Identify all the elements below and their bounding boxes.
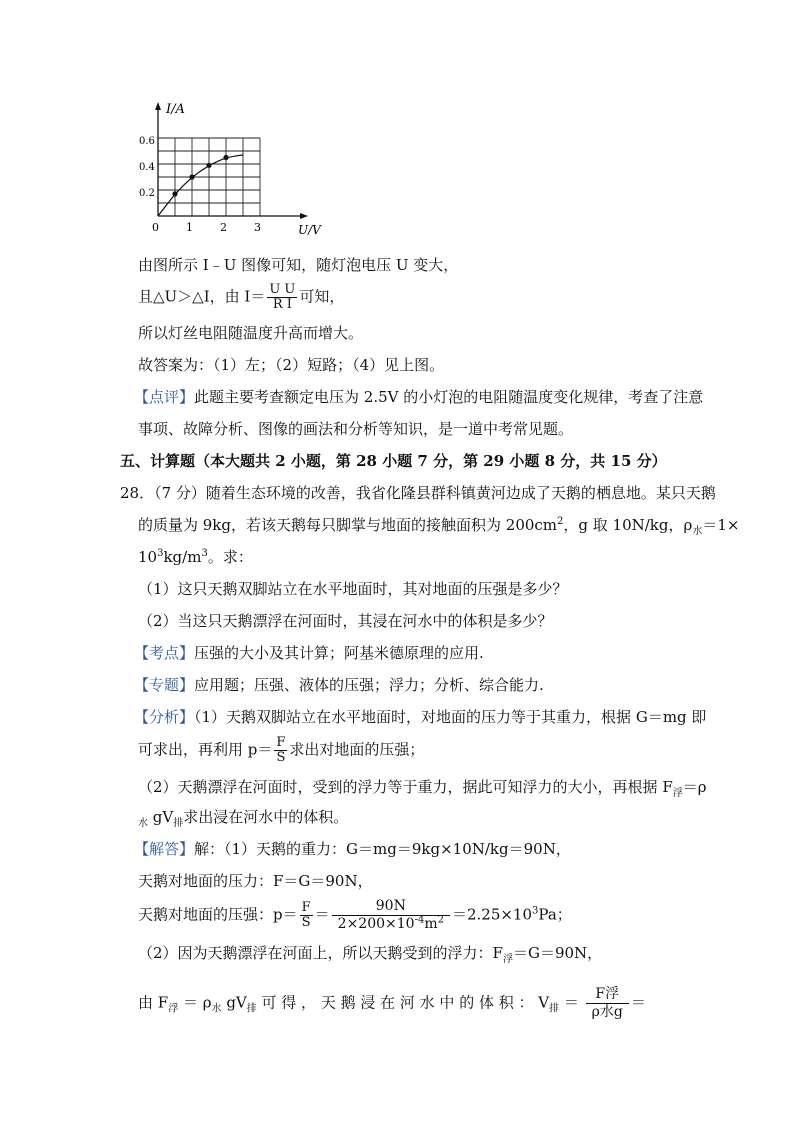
text-fragment: 求出浸在河水中的体积。 [183,808,349,826]
data-point [206,163,211,168]
subscript: 排 [246,1003,257,1015]
text-fragment: kg/m [163,548,202,566]
jieda-tag: 【解答】 [134,840,195,858]
fenxi-line [138,736,424,765]
text-fragment: 求出对地面的压强； [289,740,425,759]
fenxi-line [138,806,348,828]
text-fragment: 10 [138,548,158,566]
text-fragment: （1）天鹅双脚站立在水平地面时，对地面的压力等于其重力，根据 G＝mg 即 [194,708,707,726]
data-point [172,191,177,196]
section-heading: 五、计算题（本大题共 2 小题，第 28 小题 7 分，第 29 小题 8 分，共 15 分） [120,452,667,470]
fraction-denominator: S [301,915,311,930]
text-line: 事项、故障分析、图像的画法和分析等知识，是一道中考常见题。 [138,420,574,438]
text-fragment: 可求出，再利用 p＝ [138,740,273,759]
text-fragment: 此题主要考查额定电压为 2.5V 的小灯泡的电阻随温度变化规律，考查了注意 [194,388,704,406]
question-text [138,546,253,568]
text-fragment: （2）因为天鹅漂浮在河面上，所以天鹅受到的浮力：F [138,944,503,962]
text-fragment: 且△U＞△I，由 I＝ [138,287,266,306]
jieda-line [138,942,602,964]
jieda-line [134,838,571,860]
text-fragment: gV [148,808,174,826]
subscript: 浮 [502,954,513,965]
x-axis-arrow [300,213,308,219]
text-fragment: ＝ρ [682,778,707,796]
sub-question: （1）这只天鹅双脚站立在水平地面时，其对地面的压强是多少？ [138,580,568,598]
zhuanti-tag: 【专题】 [134,676,195,694]
text-fragment: ＝ ρ [178,993,212,1012]
comment-tag: 【点评】 [134,388,195,406]
fraction-numerator: U U [269,282,296,297]
iu-graph [138,96,321,237]
text-fragment: ＝ [314,905,330,924]
subscript: 浮 [168,1003,179,1015]
fenxi-line [134,706,706,728]
fraction-pressure [332,898,450,933]
fraction-buoyancy [586,986,629,1021]
text-fragment: 压强的大小及其计算；阿基米德原理的应用. [194,644,484,662]
text-fragment: 2×200×10 [337,916,415,932]
text-line: 所以灯丝电阻随温度升高而增大。 [138,324,364,342]
data-point [189,174,194,179]
graph-grid [158,138,260,216]
superscript: 2 [437,914,444,926]
subscript: 排 [173,818,184,829]
text-fragment: 解：（1）天鹅的重力：G＝mg＝9kg×10N/kg＝90N， [194,840,571,858]
data-point [223,155,228,160]
y-tick-label: 0.2 [139,188,155,199]
text-fragment: ＝ [630,993,646,1012]
x-tick-label: 1 [186,221,193,234]
fraction-denominator: R I [272,297,292,312]
superscript: 3 [157,548,164,559]
text-fragment: 可 得 ， 天 鹅 浸 在 河 水 中 的 体 积 ： V [256,993,550,1012]
jieda-line [138,986,646,1021]
y-tick-label: 0.4 [139,162,155,173]
text-fragment: 应用题；压强、液体的压强；浮力；分析、综合能力. [194,676,544,694]
subscript: 水 [211,1003,222,1015]
superscript: 3 [532,905,539,917]
text-fragment: ，g 取 10N/kg，ρ [563,516,693,534]
comment-line [134,386,703,408]
fenxi-tag: 【分析】 [134,708,195,726]
y-axis-label: I/A [166,102,185,117]
fraction-denominator: ρ水g [591,1004,623,1020]
x-tick-label: 3 [254,221,261,234]
text-fragment: 天鹅对地面的压强：p＝ [138,905,298,924]
fenxi-line [138,776,707,798]
text-fragment: 可知， [299,287,345,306]
text-fragment: （2）天鹅漂浮在河面时，受到的浮力等于重力，据此可知浮力的大小，再根据 F [138,778,673,796]
zhuanti-line [134,674,544,696]
fraction-numerator: F浮 [586,986,629,1004]
x-tick-label: 2 [220,221,227,234]
superscript: -4 [414,914,425,926]
text-line: 故答案为：（1）左；（2）短路；（4）见上图。 [138,356,445,374]
fraction-f-over-s [300,901,313,930]
fraction-numerator: F [276,735,286,750]
fraction-numerator: 90N [332,898,450,916]
superscript: 3 [201,548,208,559]
text-line: 由图所示 I﹣U 图像可知，随灯泡电压 U 变大， [138,256,459,274]
text-fragment: 由 F [138,993,169,1012]
origin-label: 0 [152,221,159,234]
subscript: 水 [692,526,703,537]
text-fragment: 的质量为 9kg，若该天鹅每只脚掌与地面的接触面积为 200cm [138,516,558,534]
fraction-denominator: S [276,750,286,765]
subscript: 排 [549,1003,560,1015]
text-fragment: ＝G＝90N， [512,944,603,962]
sub-question: （2）当这只天鹅漂浮在河面时，其浸在河水中的体积是多少？ [138,612,553,630]
text-line [138,283,344,312]
kaodian-tag: 【考点】 [134,644,195,662]
text-fragment: 。求： [207,548,253,566]
superscript: 2 [557,516,564,527]
text-fragment: ＝2.25×10 [451,905,533,924]
fraction-f-over-s [274,736,287,765]
subscript: 浮 [672,788,683,799]
y-tick-label: 0.6 [139,136,155,147]
kaodian-line [134,642,484,664]
text-fragment: gV [221,993,247,1012]
subscript: 水 [138,818,148,829]
fraction-denominator [332,916,450,933]
fraction-u-over-r [267,283,297,312]
text-fragment: ＝1× [702,516,740,534]
text-fragment: Pa； [538,905,572,924]
question-text [138,514,739,536]
jieda-line: 天鹅对地面的压力：F＝G＝90N， [138,872,373,890]
fraction-numerator: F [301,900,311,915]
text-fragment: m [424,916,438,932]
text-fragment: ＝ [559,993,584,1012]
question-text: 28．（7 分）随着生态环境的改善，我省化隆县群科镇黄河边成了天鹅的栖息地。某只天鹅 [120,484,716,502]
x-axis-label: U/V [298,223,321,237]
jieda-line [138,898,572,933]
y-axis-arrow [155,102,161,110]
